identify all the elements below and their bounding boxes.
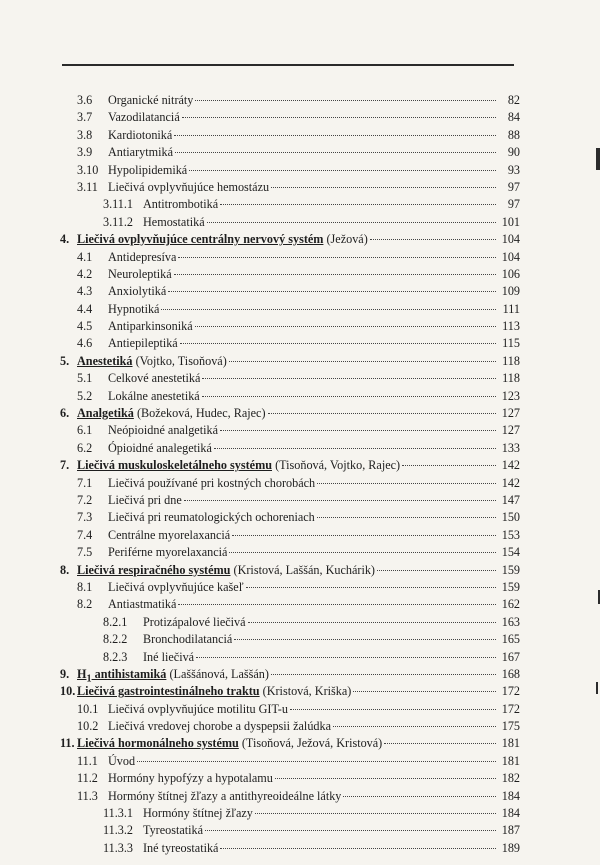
toc-title: Anxiolytiká [108, 284, 167, 299]
page-number: 167 [501, 649, 520, 664]
dot-leader [182, 117, 496, 118]
toc-title: Antitrombotiká [143, 197, 219, 212]
toc-entry [60, 318, 520, 335]
toc-number: 7.5 [77, 545, 93, 560]
dot-leader [384, 743, 496, 744]
page-number: 181 [501, 736, 520, 751]
page-number: 147 [501, 492, 520, 507]
page-number: 115 [502, 336, 520, 351]
page-number: 123 [501, 388, 520, 403]
page-number: 127 [501, 406, 520, 421]
toc-entry [60, 127, 520, 144]
toc-chapter [60, 666, 520, 683]
toc-title [77, 735, 382, 752]
toc-chapter [60, 405, 520, 422]
dot-leader [220, 204, 496, 205]
dot-leader [246, 587, 496, 588]
dot-leader [137, 761, 496, 762]
toc-number: 8.2.2 [103, 632, 128, 647]
chapter-authors: (Kristová, Laššán, Kuchárik) [230, 562, 375, 577]
toc-number: 4. [60, 232, 70, 247]
dot-leader [271, 187, 496, 188]
toc-number: 8.2.3 [103, 649, 128, 664]
chapter-title: Analgetiká [77, 406, 134, 421]
toc-title: Protizápalové liečivá [143, 614, 246, 629]
toc-title: Lokálne anestetiká [108, 388, 200, 403]
toc-number: 3.11.2 [103, 214, 134, 229]
toc-number: 4.3 [77, 284, 93, 299]
toc-number: 11.3.3 [103, 840, 134, 855]
page-number: 172 [501, 684, 520, 699]
toc-number: 3.10 [77, 162, 99, 177]
page-number: 133 [501, 440, 520, 455]
page-number: 163 [501, 614, 520, 629]
toc-number: 10.1 [77, 701, 99, 716]
toc-title: Celkové anestetiká [108, 371, 201, 386]
dot-leader [343, 796, 496, 797]
toc-number: 3.9 [77, 145, 93, 160]
page-number: 142 [501, 458, 520, 473]
toc-title: Centrálne myorelaxanciá [108, 527, 231, 542]
toc-title: Liečivá vredovej chorobe a dyspepsii žalúdka [108, 719, 332, 734]
toc-entry [60, 440, 520, 457]
page-number: 184 [501, 788, 520, 803]
toc-title: Neuroleptiká [108, 266, 172, 281]
dot-leader [402, 465, 496, 466]
chapter-title: Liečivá gastrointestinálneho traktu [77, 684, 260, 699]
toc-title: Liečivá ovplyvňujúce hemostázu [108, 179, 270, 194]
toc-number: 4.4 [77, 301, 93, 316]
toc-title: Vazodilatanciá [108, 110, 180, 125]
toc-title: Liečivá ovplyvňujúce motilitu GIT-u [108, 701, 288, 716]
page-edge-mark [596, 148, 600, 170]
toc-entry [60, 649, 520, 666]
toc-title: Tyreostatiká [143, 823, 204, 838]
header-rule [62, 64, 514, 66]
toc-number: 7.1 [77, 475, 93, 490]
dot-leader [271, 674, 496, 675]
toc-number: 4.5 [77, 319, 93, 334]
dot-leader [196, 657, 496, 658]
dot-leader [202, 396, 496, 397]
page-number: 154 [501, 545, 520, 560]
page-number: 111 [502, 301, 520, 316]
toc-title: Antiparkinsoniká [108, 319, 193, 334]
toc-number: 5. [60, 353, 70, 368]
toc-entry [60, 596, 520, 613]
toc-entry [60, 770, 520, 787]
dot-leader [317, 483, 496, 484]
chapter-authors: (Laššánová, Laššán) [166, 666, 269, 681]
toc-number: 6.1 [77, 423, 93, 438]
toc-entry [60, 509, 520, 526]
toc-number: 5.1 [77, 371, 93, 386]
toc-number: 4.6 [77, 336, 93, 351]
page-number: 104 [501, 232, 520, 247]
toc-entry [60, 631, 520, 648]
toc-title: Antiarytmiká [108, 145, 173, 160]
page-number: 162 [501, 597, 520, 612]
dot-leader [377, 570, 496, 571]
chapter-authors: (Ježová) [323, 232, 368, 247]
dot-leader [232, 535, 496, 536]
toc-entry [60, 805, 520, 822]
toc-title: Kardiotoniká [108, 127, 173, 142]
chapter-title: Liečivá ovplyvňujúce centrálny nervový systém [77, 232, 324, 247]
toc-title [77, 683, 351, 700]
dot-leader [220, 848, 496, 849]
dot-leader [180, 343, 496, 344]
toc-entry [60, 475, 520, 492]
toc-chapter [60, 231, 520, 248]
page-number: 182 [501, 771, 520, 786]
dot-leader [161, 309, 496, 310]
toc-title [77, 457, 400, 474]
toc-title: Hormóny štítnej žľazy [143, 806, 253, 821]
chapter-title-continued: antihistamiká [91, 666, 167, 681]
dot-leader [214, 448, 496, 449]
dot-leader [189, 170, 496, 171]
toc-title: Antiastmatiká [108, 597, 177, 612]
toc-title [77, 562, 375, 579]
page-number: 175 [501, 719, 520, 734]
toc-entry [60, 701, 520, 718]
toc-number: 3.6 [77, 93, 93, 107]
toc-number: 8.2.1 [103, 614, 128, 629]
toc-entry [60, 266, 520, 283]
dot-leader [174, 135, 496, 136]
toc-entry [60, 283, 520, 300]
toc-title: Hormóny štítnej žľazy a antithyreoideálne látky [108, 788, 342, 803]
toc-title: Organické nitráty [108, 93, 194, 107]
toc-number: 3.11 [77, 179, 98, 194]
dot-leader [353, 691, 496, 692]
chapter-authors: (Tisoňová, Ježová, Kristová) [238, 736, 383, 751]
toc-number: 4.2 [77, 266, 93, 281]
page-number: 150 [501, 510, 520, 525]
toc-entry [60, 196, 520, 213]
toc-entry [60, 214, 520, 231]
toc-title: Neópioidné analgetiká [108, 423, 218, 438]
dot-leader [317, 517, 496, 518]
dot-leader [205, 830, 496, 831]
chapter-title: Liečivá respiračného systému [77, 562, 231, 577]
toc-entry [60, 92, 520, 109]
toc-title: Úvod [108, 753, 136, 768]
page-number: 109 [501, 284, 520, 299]
toc-number: 11.1 [77, 753, 98, 768]
toc-entry [60, 492, 520, 509]
toc-title [77, 405, 266, 422]
toc-entry [60, 753, 520, 770]
page-number: 159 [501, 562, 520, 577]
dot-leader [202, 378, 496, 379]
dot-leader [229, 552, 496, 553]
toc-title: Liečivá pri reumatologických ochoreniach [108, 510, 315, 525]
toc-number: 3.7 [77, 110, 93, 125]
dot-leader [275, 778, 496, 779]
toc-number: 8. [60, 562, 70, 577]
dot-leader [370, 239, 496, 240]
toc-number: 3.11.1 [103, 197, 134, 212]
toc-number: 10.2 [77, 719, 99, 734]
toc-number: 8.1 [77, 579, 93, 594]
toc-chapter [60, 562, 520, 579]
page-number: 187 [501, 823, 520, 838]
toc-title: Hypnotiká [108, 301, 160, 316]
toc-entry [60, 422, 520, 439]
dot-leader [168, 291, 496, 292]
page-number: 84 [507, 110, 520, 125]
page-number: 118 [502, 353, 520, 368]
toc-entry [60, 614, 520, 631]
toc-title: Hemostatiká [143, 214, 205, 229]
toc-title: Antiepileptiká [108, 336, 178, 351]
toc-title: Hormóny hypofýzy a hypotalamu [108, 771, 273, 786]
toc-entry [60, 162, 520, 179]
toc-number: 3.8 [77, 127, 93, 142]
chapter-authors: (Kristová, Kriška) [259, 684, 352, 699]
dot-leader [207, 222, 496, 223]
page-number: 118 [502, 371, 520, 386]
page-number: 97 [507, 179, 520, 194]
dot-leader [220, 430, 496, 431]
toc-number: 9. [60, 666, 70, 681]
chapter-authors: (Božeková, Hudec, Rajec) [133, 406, 266, 421]
dot-leader [175, 152, 496, 153]
page-number: 82 [507, 93, 520, 107]
page-number: 90 [507, 145, 520, 160]
dot-leader [178, 257, 496, 258]
toc-entry [60, 788, 520, 805]
page-number: 97 [507, 197, 520, 212]
toc-title: Ópioidné analegetiká [108, 440, 212, 455]
dot-leader [178, 604, 496, 605]
toc-chapter [60, 735, 520, 752]
dot-leader [255, 813, 496, 814]
chapter-title: H [77, 666, 87, 681]
toc-title [77, 231, 368, 248]
dot-leader [195, 326, 496, 327]
page-number: 106 [501, 266, 520, 281]
toc-number: 6. [60, 406, 70, 421]
page-number: 189 [501, 840, 520, 855]
page-number: 172 [501, 701, 520, 716]
toc-title: Liečivá ovplyvňujúce kašeľ [108, 579, 244, 594]
toc-entry [60, 335, 520, 352]
page-number: 142 [501, 475, 520, 490]
toc-number: 6.2 [77, 440, 93, 455]
page-number: 113 [502, 319, 520, 334]
toc-entry [60, 718, 520, 735]
toc-number: 7. [60, 458, 70, 473]
toc-number: 8.2 [77, 597, 93, 612]
toc-title: Hypolipidemiká [108, 162, 188, 177]
page-number: 101 [501, 214, 520, 229]
toc-entry [60, 579, 520, 596]
page-number: 181 [501, 753, 520, 768]
toc-entry [60, 822, 520, 839]
page-number: 184 [501, 806, 520, 821]
dot-leader [268, 413, 496, 414]
toc-entry [60, 144, 520, 161]
toc-number: 11. [60, 736, 75, 751]
page-number: 88 [507, 127, 520, 142]
dot-leader [234, 639, 496, 640]
toc-entry [60, 370, 520, 387]
toc-number: 11.3.1 [103, 806, 134, 821]
page-number: 127 [501, 423, 520, 438]
toc-title: Iné tyreostatiká [143, 840, 219, 855]
toc-entry [60, 301, 520, 318]
toc-entry [60, 840, 520, 857]
toc-number: 7.3 [77, 510, 93, 525]
toc-number: 7.2 [77, 492, 93, 507]
toc-title: Periférne myorelaxanciá [108, 545, 228, 560]
toc-title [77, 353, 227, 370]
toc-number: 5.2 [77, 388, 93, 403]
chapter-authors: (Vojtko, Tisoňová) [132, 353, 227, 368]
dot-leader [248, 622, 496, 623]
page-number: 168 [501, 666, 520, 681]
page-number: 93 [507, 162, 520, 177]
dot-leader [195, 100, 496, 101]
table-of-contents [60, 92, 520, 857]
toc-entry [60, 109, 520, 126]
toc-number: 4.1 [77, 249, 93, 264]
toc-number: 11.3.2 [103, 823, 134, 838]
page-number: 153 [501, 527, 520, 542]
toc-chapter [60, 683, 520, 700]
chapter-title: Liečivá hormonálneho systému [77, 736, 239, 751]
toc-title: Iné liečivá [143, 649, 195, 664]
toc-entry [60, 388, 520, 405]
dot-leader [184, 500, 496, 501]
toc-number: 11.2 [77, 771, 98, 786]
page-number: 104 [501, 249, 520, 264]
toc-title: Bronchodilatanciá [143, 632, 233, 647]
page-edge-mark [596, 682, 598, 694]
dot-leader [290, 709, 496, 710]
toc-number: 7.4 [77, 527, 93, 542]
chapter-title-subscript: 1 [86, 673, 92, 685]
dot-leader [174, 274, 496, 275]
toc-number: 10. [60, 684, 76, 699]
toc-entry [60, 249, 520, 266]
toc-title: Antidepresíva [108, 249, 177, 264]
toc-title: Liečivá používané pri kostných chorobách [108, 475, 316, 490]
toc-number: 11.3 [77, 788, 98, 803]
chapter-title: Liečivá muskuloskeletálneho systému [77, 458, 273, 473]
toc-entry [60, 544, 520, 561]
toc-chapter [60, 353, 520, 370]
toc-entry [60, 527, 520, 544]
toc-title: Liečivá pri dne [108, 492, 182, 507]
dot-leader [229, 361, 496, 362]
toc-entry [60, 179, 520, 196]
chapter-title: Anestetiká [77, 353, 133, 368]
dot-leader [333, 726, 496, 727]
page-number: 159 [501, 579, 520, 594]
page-number: 165 [501, 632, 520, 647]
toc-chapter [60, 457, 520, 474]
chapter-authors: (Tisoňová, Vojtko, Rajec) [272, 458, 401, 473]
